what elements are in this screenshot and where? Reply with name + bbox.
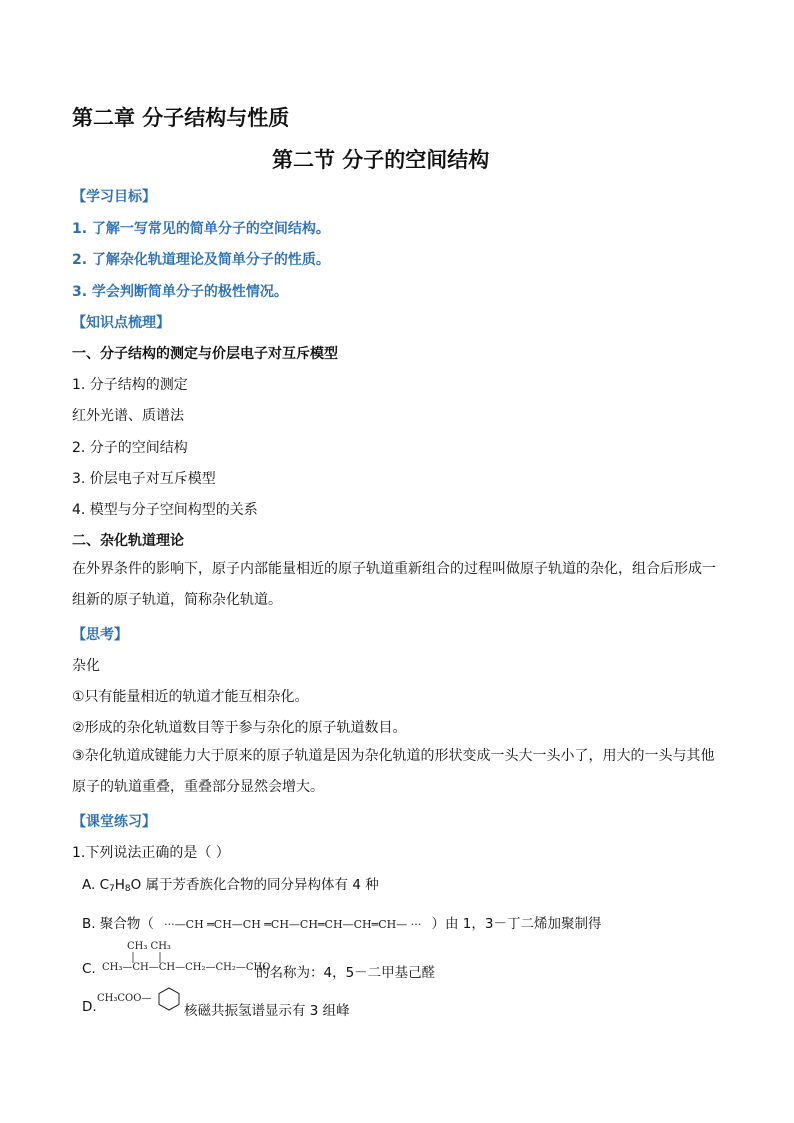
part1-item-5: 4. 模型与分子空间构型的关系 [72, 502, 258, 518]
option-b-rest: ）由 1，3－丁二烯加聚制得 [431, 916, 602, 932]
exercise-question: 1.下列说法正确的是（ ） [72, 845, 230, 861]
part2-paragraph: 在外界条件的影响下，原子内部能量相近的原子轨道重新组合的过程叫做原子轨道的杂化，组合后形成一组新的原子轨道，简称杂化轨道。 [72, 561, 716, 608]
option-b-polymer-formula: ···—CH ═CH—CH ═CH—CH═CH—CH═CH— ··· [164, 918, 422, 931]
option-d-rest: 核磁共振氢谱显示有 3 组峰 [184, 1003, 350, 1019]
thinking-tag: 【思考】 [72, 627, 128, 643]
option-d-prefix: D. [82, 999, 97, 1015]
option-c-structure: CH₃—CH—CH—CH₂—CH₂—CHO [102, 962, 271, 973]
chapter-title: 第二章 分子结构与性质 [72, 106, 290, 130]
part1-item-4: 3. 价层电子对互斥模型 [72, 471, 216, 487]
benzene-ring-icon [156, 986, 182, 1012]
goal-item-1: 1. 了解一写常见的简单分子的空间结构。 [72, 221, 330, 237]
option-c-rest: 的名称为：4，5－二甲基己醛 [256, 965, 436, 981]
option-a-sub2: 8 [124, 884, 131, 894]
knowledge-tag: 【知识点梳理】 [72, 315, 170, 331]
goal-item-3: 3. 学会判断简单分子的极性情况。 [72, 284, 288, 300]
option-d-group: CH₃COO— [97, 993, 152, 1004]
option-a-prefix: A. C [82, 877, 110, 893]
thinking-point-2: ②形成的杂化轨道数目等于参与杂化的原子轨道数目。 [72, 720, 407, 736]
option-a [82, 873, 379, 894]
part2-heading: 二、杂化轨道理论 [72, 533, 184, 549]
option-a-mid: H [114, 877, 125, 893]
section-title: 第二节 分子的空间结构 [272, 148, 490, 172]
option-c-branch-methyls: CH₃ CH₃ [127, 941, 171, 952]
part1-item-1: 1. 分子结构的测定 [72, 377, 188, 393]
option-c-prefix: C. [82, 961, 96, 977]
option-b [82, 912, 601, 932]
option-b-prefix: B. 聚合物（ [82, 916, 154, 932]
thinking-point-3: ③杂化轨道成键能力大于原来的原子轨道是因为杂化轨道的形状变成一头大一头小了，用大的一头与其他原子的轨道重叠，重叠部分显然会增大。 [72, 748, 715, 795]
part1-item-3: 2. 分子的空间结构 [72, 440, 188, 456]
part1-item-2: 红外光谱、质谱法 [72, 408, 184, 424]
part1-heading: 一、分子结构的测定与价层电子对互斥模型 [72, 346, 338, 362]
goal-item-2: 2. 了解杂化轨道理论及简单分子的性质。 [72, 252, 330, 268]
thinking-subject: 杂化 [72, 658, 100, 674]
thinking-point-1: ①只有能量相近的轨道才能互相杂化。 [72, 689, 309, 705]
option-a-rest: O 属于芳香族化合物的同分异构体有 4 种 [130, 877, 379, 893]
learning-goals-tag: 【学习目标】 [72, 189, 156, 205]
option-a-sub1: 7 [109, 884, 115, 894]
exercise-tag: 【课堂练习】 [72, 814, 156, 830]
